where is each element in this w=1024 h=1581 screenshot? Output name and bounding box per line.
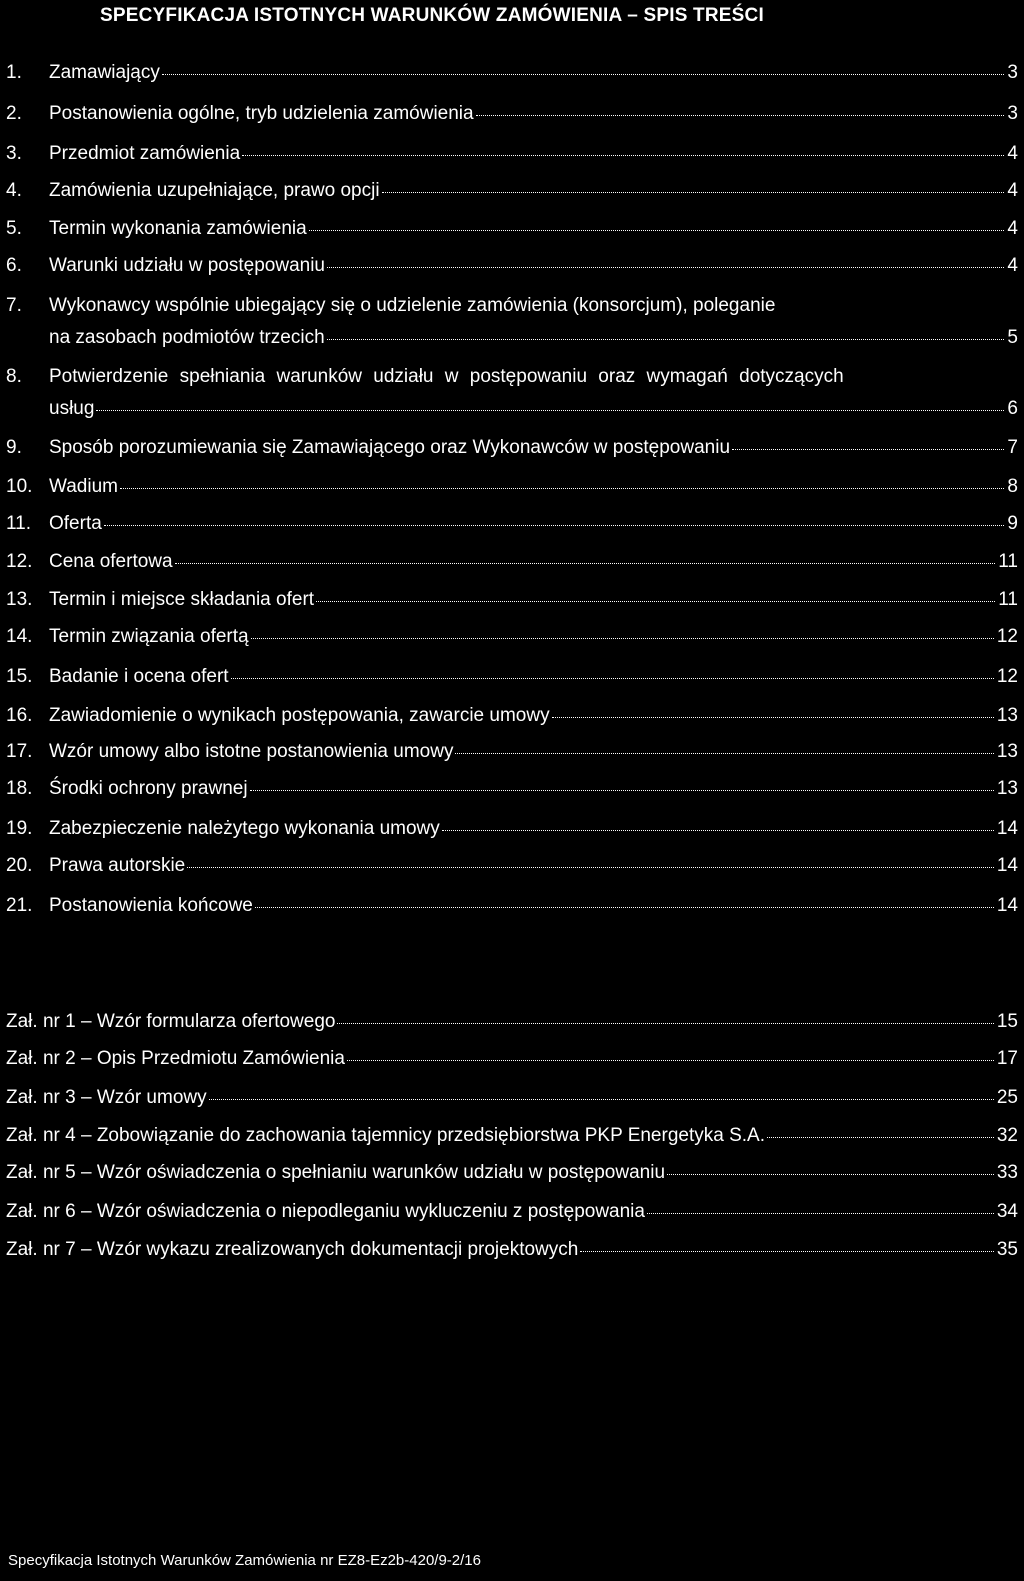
leader-dots <box>250 789 994 791</box>
leader-dots <box>327 338 1005 340</box>
leader-dots <box>327 266 1004 268</box>
toc-number: 17. <box>6 741 33 762</box>
attachment-entry[interactable] <box>6 1201 1018 1223</box>
toc-title: usług <box>49 398 95 419</box>
toc-entry[interactable] <box>6 180 1018 202</box>
toc-number: 5. <box>6 218 22 239</box>
attachment-title: Zał. nr 6 – Wzór oświadczenia o niepodleganiu wykluczeniu z postępowania <box>6 1201 645 1222</box>
toc-title: Termin wykonania zamówienia <box>49 218 307 239</box>
document-title: SPECYFIKACJA ISTOTNYCH WARUNKÓW ZAMÓWIENIA – SPIS TREŚCI <box>100 5 764 26</box>
leader-dots <box>580 1250 994 1252</box>
attachment-page: 15 <box>996 1011 1018 1032</box>
toc-page: 14 <box>996 818 1018 839</box>
leader-dots <box>552 716 994 718</box>
leader-dots <box>209 1098 994 1100</box>
toc-entry[interactable] <box>6 366 1018 420</box>
toc-page: 11 <box>998 589 1018 610</box>
toc-number: 16. <box>6 705 33 726</box>
toc-number: 10. <box>6 476 33 497</box>
toc-title: Oferta <box>49 513 102 534</box>
toc-page: 4 <box>1007 218 1018 239</box>
toc-number: 3. <box>6 143 22 164</box>
toc-entry[interactable] <box>6 476 1018 498</box>
toc-number: 11. <box>6 513 32 534</box>
toc-number: 9. <box>6 437 22 458</box>
toc-page: 9 <box>1007 513 1018 534</box>
attachment-page: 17 <box>996 1048 1018 1069</box>
toc-title: Zawiadomienie o wynikach postępowania, zawarcie umowy <box>49 705 550 726</box>
attachment-entry[interactable] <box>6 1125 1018 1147</box>
toc-page: 12 <box>996 666 1018 687</box>
toc-page: 3 <box>1007 103 1018 124</box>
toc-page: 14 <box>996 855 1018 876</box>
leader-dots <box>255 906 994 908</box>
toc-page: 13 <box>996 741 1018 762</box>
leader-dots <box>316 600 995 602</box>
toc-title-line1: Potwierdzenie spełniania warunków udziału w postępowaniu oraz wymagań dotyczących <box>49 366 844 387</box>
toc-title: Wadium <box>49 476 118 497</box>
toc-title: Sposób porozumiewania się Zamawiającego oraz Wykonawców w postępowaniu <box>49 437 731 458</box>
toc-title: Zamówienia uzupełniające, prawo opcji <box>49 180 380 201</box>
leader-dots <box>251 637 994 639</box>
leader-dots <box>476 114 1005 116</box>
leader-dots <box>187 866 994 868</box>
toc-title-line1: Wykonawcy wspólnie ubiegający się o udzielenie zamówienia (konsorcjum), poleganie <box>49 295 776 316</box>
toc-entry[interactable] <box>6 143 1018 165</box>
toc-title: Termin i miejsce składania ofert <box>49 589 315 610</box>
attachment-page: 32 <box>996 1125 1018 1146</box>
toc-entry[interactable] <box>6 255 1018 277</box>
toc-page: 4 <box>1007 180 1018 201</box>
toc-number: 2. <box>6 103 22 124</box>
attachment-entry[interactable] <box>6 1239 1018 1261</box>
toc-number: 6. <box>6 255 22 276</box>
toc-entry[interactable] <box>6 855 1018 877</box>
toc-entry[interactable] <box>6 666 1018 688</box>
toc-page: 3 <box>1007 62 1018 83</box>
toc-number: 8. <box>6 366 22 387</box>
leader-dots <box>231 677 994 679</box>
toc-entry[interactable] <box>6 778 1018 800</box>
attachment-entry[interactable] <box>6 1162 1018 1184</box>
toc-page: 4 <box>1007 255 1018 276</box>
toc-page: 13 <box>996 705 1018 726</box>
toc-title: na zasobach podmiotów trzecich <box>49 327 325 348</box>
toc-title: Zamawiający <box>49 62 160 83</box>
toc-page: 6 <box>1007 398 1018 419</box>
toc-number: 15. <box>6 666 33 687</box>
attachment-title: Zał. nr 1 – Wzór formularza ofertowego <box>6 1011 336 1032</box>
toc-number: 7. <box>6 295 22 316</box>
attachment-entry[interactable] <box>6 1087 1018 1109</box>
toc-title: Zabezpieczenie należytego wykonania umowy <box>49 818 440 839</box>
attachment-title: Zał. nr 4 – Zobowiązanie do zachowania tajemnicy przedsiębiorstwa PKP Energetyka S.A. <box>6 1125 765 1146</box>
leader-dots <box>667 1173 994 1175</box>
leader-dots <box>337 1022 993 1024</box>
toc-number: 12. <box>6 551 33 572</box>
leader-dots <box>175 562 996 564</box>
attachment-title: Zał. nr 7 – Wzór wykazu zrealizowanych dokumentacji projektowych <box>6 1239 579 1260</box>
toc-title: Postanowienia ogólne, tryb udzielenia zamówienia <box>49 103 474 124</box>
toc-number: 20. <box>6 855 33 876</box>
toc-page: 8 <box>1007 476 1018 497</box>
toc-entry[interactable] <box>6 589 1018 611</box>
attachment-page: 35 <box>996 1239 1018 1260</box>
toc-page: 11 <box>998 551 1018 572</box>
toc-entry[interactable] <box>6 513 1018 535</box>
leader-dots <box>162 73 1005 75</box>
toc-page: 12 <box>996 626 1018 647</box>
leader-dots <box>442 829 994 831</box>
toc-page: 5 <box>1007 327 1018 348</box>
attachment-title: Zał. nr 3 – Wzór umowy <box>6 1087 207 1108</box>
leader-dots <box>309 229 1005 231</box>
toc-title: Środki ochrony prawnej <box>49 778 248 799</box>
toc-title: Badanie i ocena ofert <box>49 666 229 687</box>
toc-page: 4 <box>1007 143 1018 164</box>
toc-title: Postanowienia końcowe <box>49 895 253 916</box>
toc-title: Wzór umowy albo istotne postanowienia umowy <box>49 741 454 762</box>
attachment-page: 34 <box>996 1201 1018 1222</box>
leader-dots <box>96 409 1004 411</box>
toc-entry[interactable] <box>6 62 1018 84</box>
toc-title: Warunki udziału w postępowaniu <box>49 255 326 276</box>
toc-page: 7 <box>1007 437 1018 458</box>
toc-entry[interactable] <box>6 895 1018 917</box>
toc-entry[interactable] <box>6 818 1018 840</box>
attachment-entry[interactable] <box>6 1011 1018 1033</box>
leader-dots <box>104 524 1005 526</box>
toc-number: 19. <box>6 818 33 839</box>
toc-title: Cena ofertowa <box>49 551 173 572</box>
toc-entry[interactable] <box>6 626 1018 648</box>
toc-number: 4. <box>6 180 22 201</box>
toc-page: 14 <box>996 895 1018 916</box>
attachment-title: Zał. nr 2 – Opis Przedmiotu Zamówienia <box>6 1048 345 1069</box>
toc-entry[interactable] <box>6 741 1018 763</box>
attachment-page: 33 <box>996 1162 1018 1183</box>
toc-entry[interactable] <box>6 437 1018 459</box>
toc-number: 18. <box>6 778 33 799</box>
page-footer: Specyfikacja Istotnych Warunków Zamówienia nr EZ8-Ez2b-420/9-2/16 <box>8 1552 481 1569</box>
toc-title: Termin związania ofertą <box>49 626 249 647</box>
toc-entry[interactable] <box>6 551 1018 573</box>
toc-entry[interactable] <box>6 103 1018 125</box>
attachment-title: Zał. nr 5 – Wzór oświadczenia o spełnianiu warunków udziału w postępowaniu <box>6 1162 666 1183</box>
leader-dots <box>120 487 1004 489</box>
leader-dots <box>455 752 993 754</box>
leader-dots <box>242 154 1004 156</box>
leader-dots <box>732 448 1004 450</box>
toc-title: Przedmiot zamówienia <box>49 143 241 164</box>
leader-dots <box>767 1136 994 1138</box>
toc-number: 14. <box>6 626 33 647</box>
attachment-entry[interactable] <box>6 1048 1018 1070</box>
toc-number: 13. <box>6 589 33 610</box>
attachment-page: 25 <box>996 1087 1018 1108</box>
toc-title: Prawa autorskie <box>49 855 186 876</box>
toc-number: 1. <box>6 62 22 83</box>
toc-entry[interactable] <box>6 295 1018 349</box>
leader-dots <box>647 1212 994 1214</box>
toc-page: 13 <box>996 778 1018 799</box>
toc-entry[interactable] <box>6 218 1018 240</box>
leader-dots <box>382 191 1005 193</box>
leader-dots <box>347 1059 994 1061</box>
toc-number: 21. <box>6 895 33 916</box>
toc-entry[interactable] <box>6 705 1018 727</box>
